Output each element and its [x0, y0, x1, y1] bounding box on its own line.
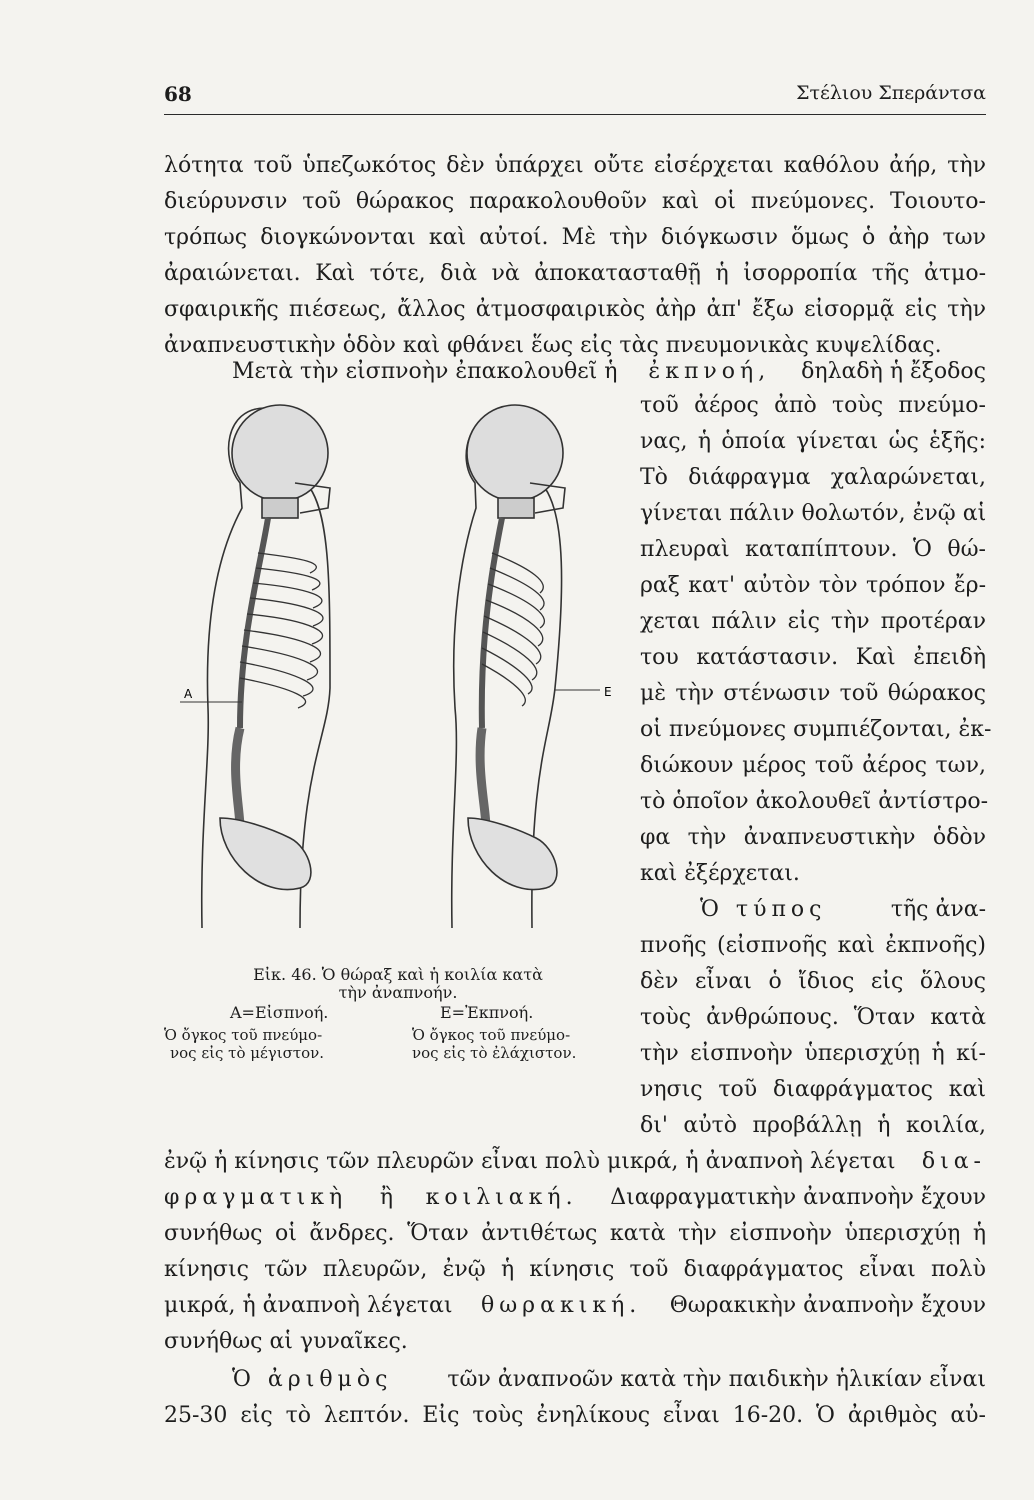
text-line: τὴν εἰσπνοὴν ὑπερισχύῃ ἡ κί-	[640, 1041, 986, 1066]
caption-title-2: τὴν ἀναπνοήν.	[338, 983, 458, 1002]
text-line	[700, 896, 986, 924]
text-line	[232, 1366, 986, 1394]
text-span: Θωρακικὴν ἀναπνοὴν ἔχουν	[669, 1293, 986, 1318]
text-line: δι' αὐτὸ προβάλλῃ ἡ κοιλία,	[640, 1113, 986, 1138]
text-span: ἐνῷ ἡ κίνησις τῶν πλευρῶν εἶναι πολὺ μικρά, ἡ ἀναπνοὴ λέγεται	[164, 1149, 896, 1174]
text-line: γίνεται πάλιν θολωτόν, ἐνῷ αἱ	[640, 501, 987, 526]
text-span: Μετὰ τὴν εἰσπνοὴν ἐπακολουθεῖ ἡ	[232, 359, 618, 384]
text-line: φα τὴν ἀναπνευστικὴν ὁδὸν	[640, 825, 986, 850]
text-line: συνήθως αἱ γυναῖκες.	[164, 1329, 408, 1354]
text-line: νας, ἡ ὁποία γίνεται ὡς ἑξῆς:	[640, 429, 986, 454]
caption-a-desc: νος εἰς τὸ μέγιστον.	[170, 1044, 325, 1062]
text-span: μικρά, ἡ ἀναπνοὴ λέγεται	[164, 1293, 453, 1318]
emphasis-term: ἐκπνοή,	[648, 359, 771, 384]
caption-e-desc: Ὁ ὄγκος τοῦ πνεύμο-	[412, 1026, 571, 1044]
text-line	[164, 1292, 986, 1320]
emphasis-term: Ὁ τύπος	[700, 897, 827, 922]
text-span: τῆς ἀνα-	[890, 897, 986, 922]
text-line: τὸ ὁποῖον ἀκολουθεῖ ἀντίστρο-	[640, 789, 989, 814]
text-line: οἱ πνεύμονες συμπιέζονται, ἐκ-	[640, 717, 992, 742]
emphasis-term: θωρακική.	[480, 1293, 642, 1318]
text-span: ἢ	[379, 1185, 394, 1210]
text-line: του κατάστασιν. Καὶ ἐπειδὴ	[640, 645, 986, 670]
text-line: ἀναπνευστικὴν ὁδὸν καὶ φθάνει ἕως εἰς τὰς πνευμονικὰς κυψελίδας.	[164, 333, 942, 358]
text-line: Τὸ διάφραγμα χαλαρώνεται,	[640, 465, 986, 490]
text-line: πνοῆς (εἰσπνοῆς καὶ ἐκπνοῆς)	[640, 933, 986, 958]
skeleton-exhalation	[452, 405, 600, 928]
caption-e: Ε=Ἐκπνοή.	[440, 1003, 534, 1022]
text-line: χεται πάλιν εἰς τὴν προτέραν	[640, 609, 986, 634]
text-line: τοῦ ἀέρος ἀπὸ τοὺς πνεύμο-	[640, 393, 986, 418]
text-line: τρόπως διογκώνονται καὶ αὐτοί. Μὲ τὴν διόγκωσιν ὅμως ὁ ἀὴρ των	[164, 225, 986, 250]
caption-a: Α=Εἰσπνοή.	[230, 1003, 329, 1022]
text-line: κίνησις τῶν πλευρῶν, ἐνῷ ἡ κίνησις τοῦ διαφράγματος εἶναι πολὺ	[164, 1257, 986, 1282]
emphasis-term: Ὁ ἀριθμὸς	[232, 1367, 393, 1392]
text-line: διεύρυνσιν τοῦ θώρακος παρακολουθοῦν καὶ οἱ πνεύμονες. Τοιουτο-	[164, 189, 986, 214]
label-e: E	[604, 685, 612, 699]
text-line: συνήθως οἱ ἄνδρες. Ὅταν ἀντιθέτως κατὰ τὴν εἰσπνοὴν ὑπερισχύῃ ἡ	[164, 1221, 986, 1246]
text-line	[232, 358, 986, 386]
caption-a-desc: Ὁ ὄγκος τοῦ πνεύμο-	[164, 1026, 323, 1044]
skeleton-inhalation	[180, 405, 330, 928]
text-line: πλευραὶ καταπίπτουν. Ὁ θώ-	[640, 537, 986, 562]
text-line: τοὺς ἀνθρώπους. Ὅταν κατὰ	[640, 1005, 986, 1030]
text-line: νησις τοῦ διαφράγματος καὶ	[640, 1077, 986, 1102]
running-title: Στέλιου Σπεράντσα	[796, 82, 986, 104]
emphasis-term: κοιλιακή.	[425, 1185, 578, 1210]
text-line	[164, 1184, 986, 1212]
skeleton-illustration	[180, 388, 620, 928]
text-span: Διαφραγματικὴν ἀναπνοὴν ἔχουν	[610, 1185, 986, 1210]
text-line: λότητα τοῦ ὑπεζωκότος δὲν ὑπάρχει οὔτε εἰσέρχεται καθόλου ἀήρ, τὴν	[164, 153, 986, 178]
text-line: δὲν εἶναι ὁ ἴδιος εἰς ὅλους	[640, 969, 986, 994]
text-line: καὶ ἐξέρχεται.	[640, 861, 800, 886]
emphasis-term: φραγματικὴ	[164, 1185, 348, 1210]
text-line: 25-30 εἰς τὸ λεπτόν. Εἰς τοὺς ἐνηλίκους εἶναι 16-20. Ὁ ἀριθμὸς αὐ-	[164, 1403, 986, 1428]
text-line: διώκουν μέρος τοῦ ἀέρος των,	[640, 753, 986, 778]
text-line: ραξ κατ' αὐτὸν τὸν τρόπον ἔρ-	[640, 573, 986, 598]
caption-e-desc: νος εἰς τὸ ἐλάχιστον.	[412, 1044, 577, 1062]
emphasis-term: δια-	[921, 1149, 986, 1174]
caption-title: Εἰκ. 46. Ὁ θώραξ καὶ ἡ κοιλία κατὰ	[253, 965, 543, 984]
label-a: A	[184, 687, 193, 701]
text-span: τῶν ἀναπνοῶν κατὰ τὴν παιδικὴν ἡλικίαν εἶναι	[447, 1367, 986, 1392]
text-line: ἀραιώνεται. Καὶ τότε, διὰ νὰ ἀποκατασταθῇ ἡ ἰσορροπία τῆς ἀτμο-	[164, 261, 986, 286]
text-span: δηλαδὴ ἡ ἔξοδος	[801, 359, 986, 384]
figure-46-skeletons	[180, 388, 620, 928]
text-line: μὲ τὴν στένωσιν τοῦ θώρακος	[640, 681, 986, 706]
text-line	[164, 1148, 986, 1176]
page-number: 68	[164, 82, 192, 106]
text-line: σφαιρικῆς πιέσεως, ἄλλος ἀτμοσφαιρικὸς ἀὴρ ἀπ' ἔξω εἰσορμᾷ εἰς τὴν	[164, 297, 986, 322]
page-header	[164, 78, 986, 115]
